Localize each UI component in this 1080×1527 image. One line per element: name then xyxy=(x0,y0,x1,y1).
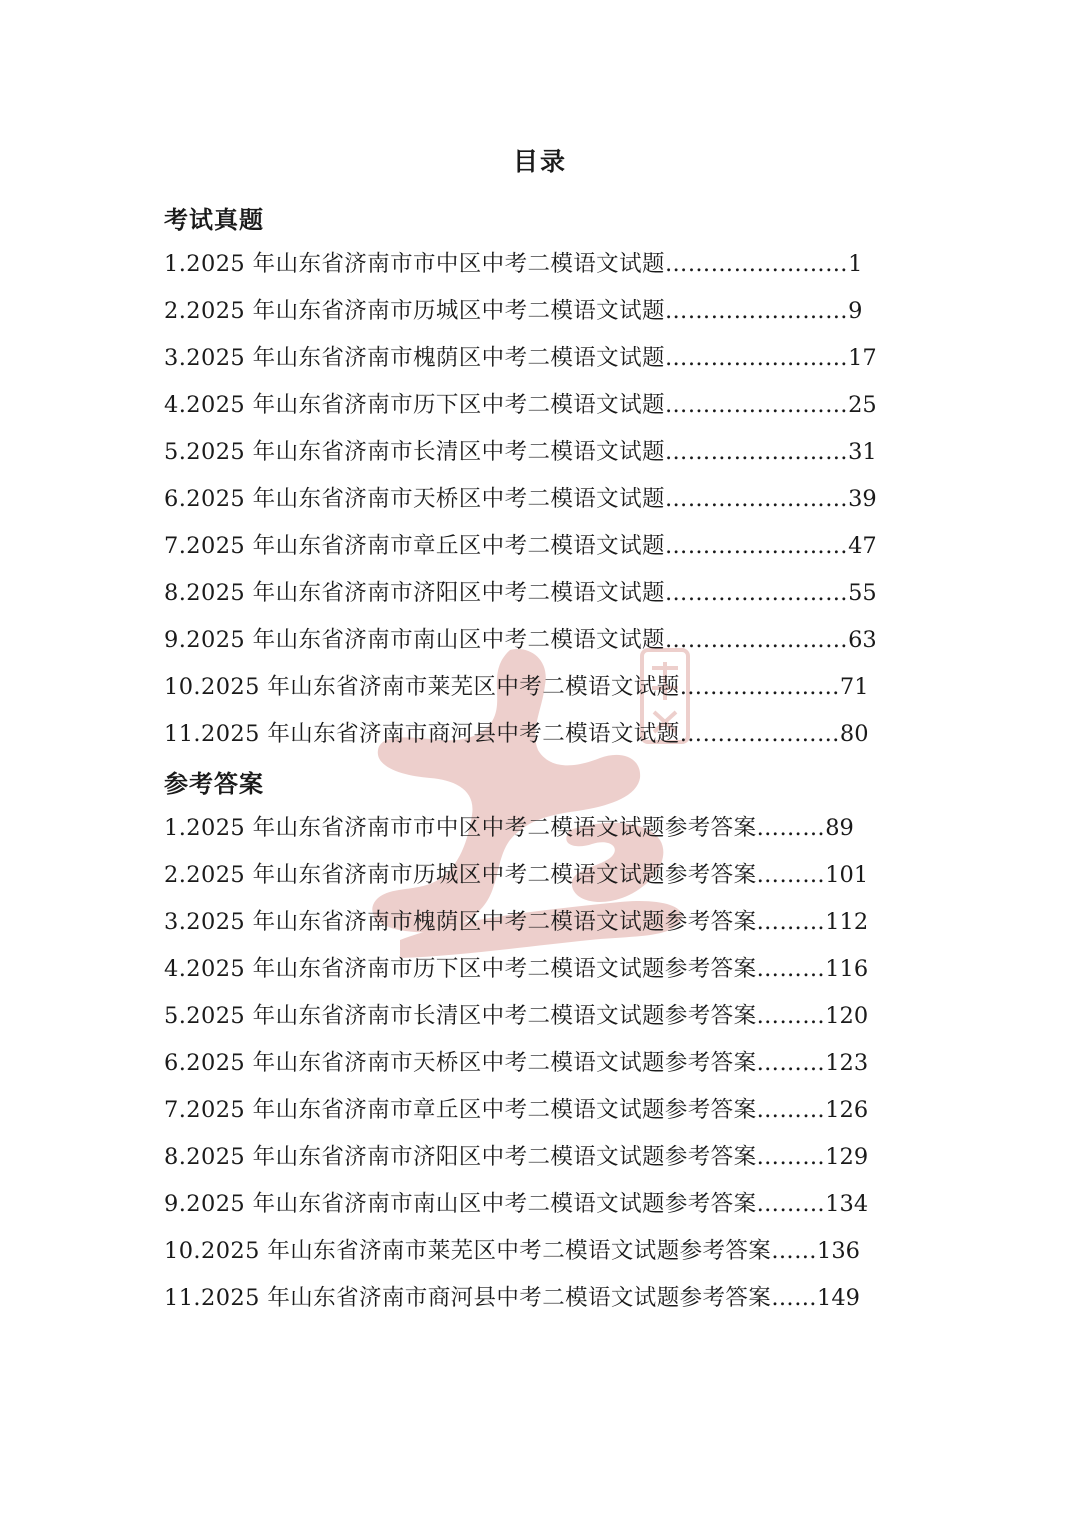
toc-entry-title: 1.2025 年山东省济南市市中区中考二模语文试题参考答案……… xyxy=(164,815,826,841)
section-heading-exam-papers: 考试真题 xyxy=(164,205,264,234)
toc-entry-title: 7.2025 年山东省济南市章丘区中考二模语文试题参考答案……… xyxy=(164,1097,826,1123)
toc-entry-title: 4.2025 年山东省济南市历下区中考二模语文试题参考答案……… xyxy=(164,956,826,982)
toc-entry-page-number: 123 xyxy=(825,1050,869,1076)
toc-entry-title: 3.2025 年山东省济南市槐荫区中考二模语文试题…………………… xyxy=(164,345,849,371)
toc-entry-page-number: 31 xyxy=(848,439,877,465)
toc-entry-title: 11.2025 年山东省济南市商河县中考二模语文试题参考答案…… xyxy=(164,1285,817,1311)
toc-entry-page-number: 55 xyxy=(848,580,877,606)
toc-entry-page-number: 120 xyxy=(825,1003,869,1029)
toc-entry-page-number: 89 xyxy=(825,815,854,841)
toc-entry-title: 10.2025 年山东省济南市莱芜区中考二模语文试题参考答案…… xyxy=(164,1238,817,1264)
toc-entry-title: 11.2025 年山东省济南市商河县中考二模语文试题………………… xyxy=(164,721,840,747)
toc-entry-title: 9.2025 年山东省济南市南山区中考二模语文试题参考答案……… xyxy=(164,1191,826,1217)
toc-entry-title: 2.2025 年山东省济南市历城区中考二模语文试题参考答案……… xyxy=(164,862,826,888)
toc-entry-title: 7.2025 年山东省济南市章丘区中考二模语文试题…………………… xyxy=(164,533,849,559)
toc-entry-title: 10.2025 年山东省济南市莱芜区中考二模语文试题………………… xyxy=(164,674,840,700)
toc-entry-title: 6.2025 年山东省济南市天桥区中考二模语文试题…………………… xyxy=(164,486,849,512)
toc-entry-page-number: 129 xyxy=(825,1144,869,1170)
toc-entry-page-number: 101 xyxy=(825,862,869,888)
toc-entry-page-number: 149 xyxy=(817,1285,860,1311)
toc-entry-page-number: 39 xyxy=(848,486,877,512)
toc-entry-title: 8.2025 年山东省济南市济阳区中考二模语文试题参考答案……… xyxy=(164,1144,826,1170)
page-title: 目录 xyxy=(512,147,567,176)
toc-entry-page-number: 25 xyxy=(848,392,877,418)
toc-entry-title: 6.2025 年山东省济南市天桥区中考二模语文试题参考答案……… xyxy=(164,1050,826,1076)
toc-entry-page-number: 71 xyxy=(839,674,869,700)
toc-entry-page-number: 134 xyxy=(825,1191,869,1217)
toc-entry-page-number: 1 xyxy=(848,251,863,277)
toc-entry-title: 3.2025 年山东省济南市槐荫区中考二模语文试题参考答案……… xyxy=(164,909,826,935)
toc-entry-title: 4.2025 年山东省济南市历下区中考二模语文试题…………………… xyxy=(164,392,849,418)
toc-entry-title: 8.2025 年山东省济南市济阳区中考二模语文试题…………………… xyxy=(164,580,849,606)
toc-entry-page-number: 9 xyxy=(848,298,863,324)
toc-entry-page-number: 80 xyxy=(839,721,869,747)
toc-entry-title: 2.2025 年山东省济南市历城区中考二模语文试题…………………… xyxy=(164,298,849,324)
toc-entry-title: 5.2025 年山东省济南市长清区中考二模语文试题参考答案……… xyxy=(164,1003,826,1029)
toc-entry-page-number: 47 xyxy=(848,533,877,559)
toc-entry-page-number: 17 xyxy=(848,345,877,371)
toc-entry-page-number: 116 xyxy=(825,956,869,982)
toc-entry-page-number: 112 xyxy=(825,909,869,935)
section-heading-answers: 参考答案 xyxy=(164,769,264,798)
toc-entry-page-number: 126 xyxy=(825,1097,869,1123)
toc-entry-title: 1.2025 年山东省济南市市中区中考二模语文试题…………………… xyxy=(164,251,849,277)
toc-entry-title: 9.2025 年山东省济南市南山区中考二模语文试题…………………… xyxy=(164,627,849,653)
toc-entry-page-number: 136 xyxy=(817,1238,860,1264)
toc-entry-title: 5.2025 年山东省济南市长清区中考二模语文试题…………………… xyxy=(164,439,849,465)
toc-entry-page-number: 63 xyxy=(848,627,877,653)
